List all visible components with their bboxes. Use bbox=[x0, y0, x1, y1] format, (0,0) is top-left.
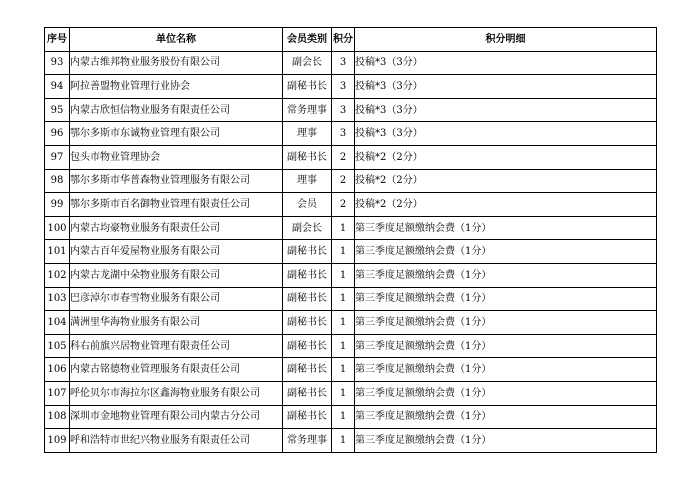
cell-points: 1 bbox=[332, 311, 355, 335]
cell-points: 1 bbox=[332, 429, 355, 453]
cell-type: 副秘书长 bbox=[283, 263, 332, 287]
cell-type: 副会长 bbox=[283, 216, 332, 240]
table-row bbox=[45, 381, 657, 405]
cell-type: 副秘书长 bbox=[283, 287, 332, 311]
cell-detail: 投稿*3（3分） bbox=[355, 51, 657, 75]
points-table bbox=[44, 27, 657, 453]
cell-no: 98 bbox=[45, 169, 70, 193]
cell-name: 巴彦淖尔市春雪物业服务有限公司 bbox=[70, 287, 283, 311]
cell-detail: 第三季度足额缴纳会费（1分） bbox=[355, 240, 657, 264]
cell-no: 102 bbox=[45, 263, 70, 287]
cell-type: 副秘书长 bbox=[283, 405, 332, 429]
cell-name: 鄂尔多斯市百名御物业管理有限责任公司 bbox=[70, 193, 283, 217]
cell-detail: 第三季度足额缴纳会费（1分） bbox=[355, 429, 657, 453]
cell-points: 3 bbox=[332, 51, 355, 75]
cell-no: 100 bbox=[45, 216, 70, 240]
cell-detail: 第三季度足额缴纳会费（1分） bbox=[355, 216, 657, 240]
table-row bbox=[45, 287, 657, 311]
cell-type: 理事 bbox=[283, 122, 332, 146]
cell-points: 2 bbox=[332, 145, 355, 169]
cell-points: 3 bbox=[332, 98, 355, 122]
cell-type: 理事 bbox=[283, 169, 332, 193]
cell-type: 副秘书长 bbox=[283, 145, 332, 169]
table-row bbox=[45, 122, 657, 146]
cell-name: 内蒙古铭德物业管理服务有限责任公司 bbox=[70, 358, 283, 382]
cell-name: 呼伦贝尔市海拉尔区鑫海物业服务有限公司 bbox=[70, 381, 283, 405]
table-row bbox=[45, 240, 657, 264]
cell-type: 副秘书长 bbox=[283, 334, 332, 358]
cell-no: 105 bbox=[45, 334, 70, 358]
cell-name: 内蒙古龙湖中朵物业服务有限公司 bbox=[70, 263, 283, 287]
cell-name: 阿拉善盟物业管理行业协会 bbox=[70, 75, 283, 99]
header-name: 单位名称 bbox=[70, 28, 283, 52]
table-row bbox=[45, 358, 657, 382]
cell-points: 1 bbox=[332, 240, 355, 264]
table-body bbox=[45, 51, 657, 452]
table-row bbox=[45, 98, 657, 122]
cell-type: 副秘书长 bbox=[283, 240, 332, 264]
cell-points: 3 bbox=[332, 75, 355, 99]
cell-detail: 投稿*3（3分） bbox=[355, 98, 657, 122]
cell-no: 103 bbox=[45, 287, 70, 311]
cell-name: 内蒙古维邦物业服务股份有限公司 bbox=[70, 51, 283, 75]
cell-points: 1 bbox=[332, 287, 355, 311]
cell-no: 96 bbox=[45, 122, 70, 146]
cell-type: 常务理事 bbox=[283, 98, 332, 122]
header-points: 积分 bbox=[332, 28, 355, 52]
cell-points: 1 bbox=[332, 405, 355, 429]
cell-no: 97 bbox=[45, 145, 70, 169]
cell-name: 呼和浩特市世纪兴物业服务有限责任公司 bbox=[70, 429, 283, 453]
header-detail: 积分明细 bbox=[355, 28, 657, 52]
header-type: 会员类别 bbox=[283, 28, 332, 52]
cell-detail: 投稿*3（3分） bbox=[355, 122, 657, 146]
cell-no: 101 bbox=[45, 240, 70, 264]
table-row bbox=[45, 169, 657, 193]
cell-no: 104 bbox=[45, 311, 70, 335]
cell-detail: 第三季度足额缴纳会费（1分） bbox=[355, 311, 657, 335]
cell-no: 94 bbox=[45, 75, 70, 99]
cell-points: 1 bbox=[332, 263, 355, 287]
cell-name: 鄂尔多斯市东诚物业管理有限公司 bbox=[70, 122, 283, 146]
cell-no: 106 bbox=[45, 358, 70, 382]
cell-name: 内蒙古百年爱屋物业服务有限公司 bbox=[70, 240, 283, 264]
cell-detail: 第三季度足额缴纳会费（1分） bbox=[355, 334, 657, 358]
cell-type: 副秘书长 bbox=[283, 75, 332, 99]
cell-detail: 第三季度足额缴纳会费（1分） bbox=[355, 358, 657, 382]
header-row bbox=[45, 28, 657, 52]
cell-detail: 第三季度足额缴纳会费（1分） bbox=[355, 287, 657, 311]
cell-no: 99 bbox=[45, 193, 70, 217]
cell-points: 1 bbox=[332, 216, 355, 240]
cell-name: 内蒙古欣恒信物业服务有限责任公司 bbox=[70, 98, 283, 122]
cell-no: 109 bbox=[45, 429, 70, 453]
cell-detail: 第三季度足额缴纳会费（1分） bbox=[355, 263, 657, 287]
header-no: 序号 bbox=[45, 28, 70, 52]
table-row bbox=[45, 193, 657, 217]
cell-points: 1 bbox=[332, 381, 355, 405]
cell-no: 108 bbox=[45, 405, 70, 429]
cell-points: 2 bbox=[332, 169, 355, 193]
cell-no: 107 bbox=[45, 381, 70, 405]
cell-type: 常务理事 bbox=[283, 429, 332, 453]
table-row bbox=[45, 429, 657, 453]
table-row bbox=[45, 263, 657, 287]
cell-detail: 投稿*3（3分） bbox=[355, 75, 657, 99]
cell-type: 会员 bbox=[283, 193, 332, 217]
cell-name: 包头市物业管理协会 bbox=[70, 145, 283, 169]
table-row bbox=[45, 51, 657, 75]
table-row bbox=[45, 311, 657, 335]
cell-points: 1 bbox=[332, 358, 355, 382]
cell-type: 副秘书长 bbox=[283, 381, 332, 405]
table-row bbox=[45, 405, 657, 429]
cell-name: 深圳市金地物业管理有限公司内蒙古分公司 bbox=[70, 405, 283, 429]
cell-type: 副秘书长 bbox=[283, 358, 332, 382]
table-row bbox=[45, 145, 657, 169]
cell-detail: 投稿*2（2分） bbox=[355, 193, 657, 217]
table-row bbox=[45, 75, 657, 99]
cell-name: 鄂尔多斯市华普森物业管理服务有限公司 bbox=[70, 169, 283, 193]
cell-detail: 投稿*2（2分） bbox=[355, 145, 657, 169]
table-row bbox=[45, 334, 657, 358]
cell-points: 3 bbox=[332, 122, 355, 146]
cell-name: 科右前旗兴居物业管理有限责任公司 bbox=[70, 334, 283, 358]
table-row bbox=[45, 216, 657, 240]
cell-name: 内蒙古均豪物业服务有限责任公司 bbox=[70, 216, 283, 240]
cell-detail: 第三季度足额缴纳会费（1分） bbox=[355, 381, 657, 405]
cell-detail: 投稿*2（2分） bbox=[355, 169, 657, 193]
cell-no: 93 bbox=[45, 51, 70, 75]
cell-detail: 第三季度足额缴纳会费（1分） bbox=[355, 405, 657, 429]
cell-type: 副会长 bbox=[283, 51, 332, 75]
cell-type: 副秘书长 bbox=[283, 311, 332, 335]
cell-no: 95 bbox=[45, 98, 70, 122]
cell-points: 1 bbox=[332, 334, 355, 358]
cell-points: 2 bbox=[332, 193, 355, 217]
cell-name: 满洲里华海物业服务有限公司 bbox=[70, 311, 283, 335]
